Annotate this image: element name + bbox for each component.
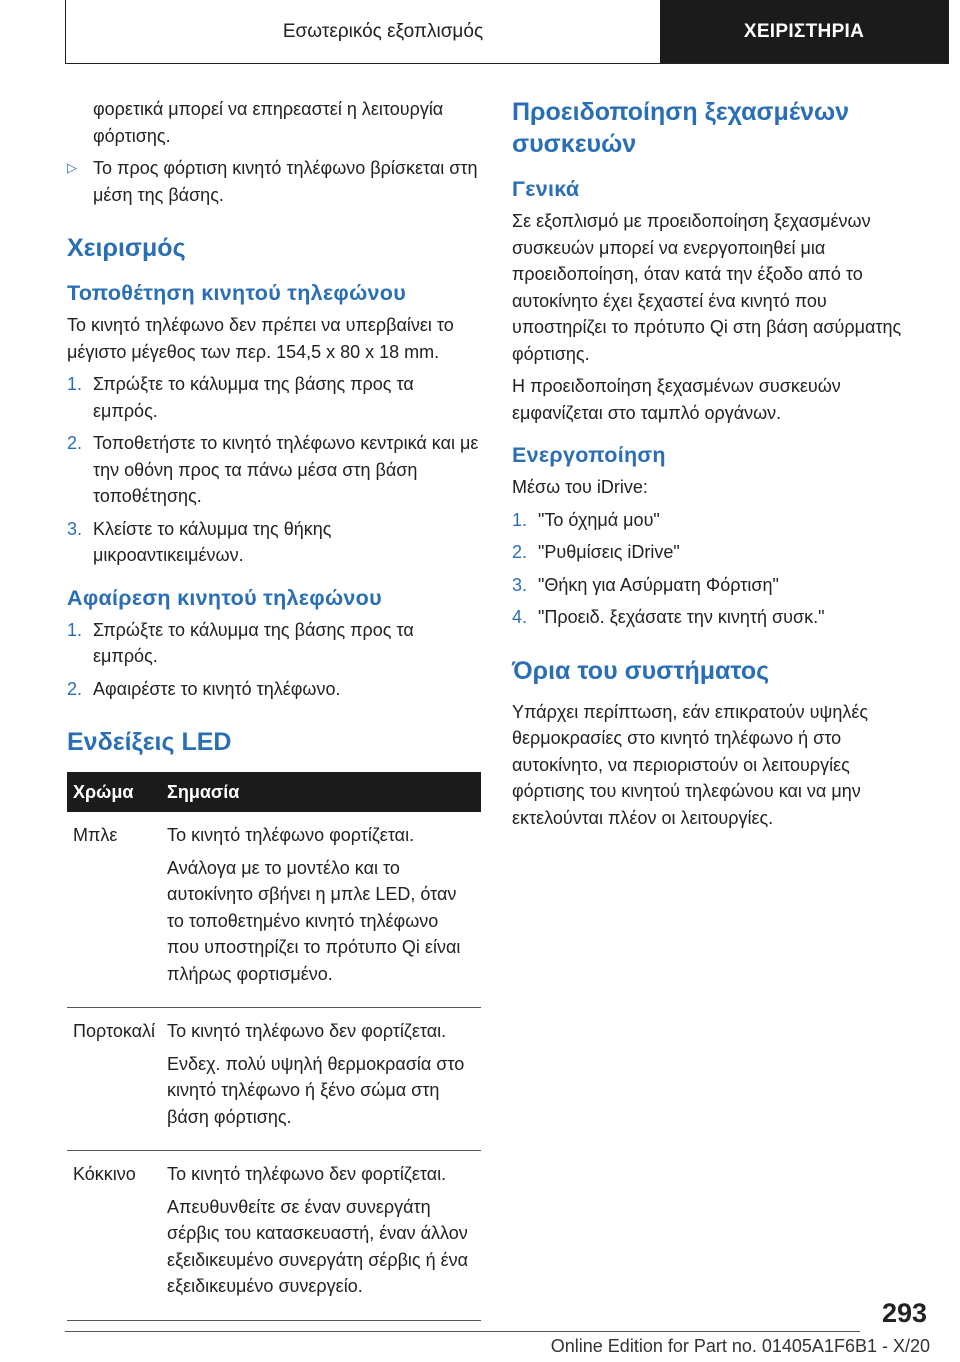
meaning-detail: Απευθυνθείτε σε έναν συνεργάτη σέρβις του κατασκευαστή, έναν άλλον εξειδικευμένο συνεργάτη σέρβις ή ένα εξειδικευμένο συνεργείο. bbox=[167, 1196, 469, 1296]
step-text: "Το όχημά μου" bbox=[538, 509, 660, 530]
meaning-line: Το κινητό τηλέφωνο δεν φορτίζεται. bbox=[167, 1164, 447, 1184]
footer-divider bbox=[65, 1331, 860, 1332]
step-number: 3. bbox=[67, 518, 83, 539]
table-header-meaning: Σημασία bbox=[161, 772, 481, 812]
table-row bbox=[67, 812, 481, 1008]
chapter-tab: ΧΕΙΡΙΣΤΗΡΙΑ bbox=[660, 0, 948, 63]
list-item bbox=[67, 676, 481, 703]
removing-heading: Αφαίρεση κινητού τηλεφώνου bbox=[67, 585, 382, 610]
placing-heading: Τοποθέτηση κινητού τηλεφώνου bbox=[67, 281, 407, 305]
step-number: 2. bbox=[67, 433, 83, 453]
activation-heading: Ενεργοποίηση bbox=[512, 443, 666, 467]
led-color-cell: Μπλε bbox=[67, 812, 161, 1008]
step-number: 2. bbox=[512, 542, 528, 562]
meaning-detail: Ενδεχ. πολύ υψηλή θερμοκρασία στο κινητό τηλέφωνο ή ξένο σώμα στη βάση φόρτισης. bbox=[167, 1053, 465, 1127]
list-item bbox=[67, 430, 481, 510]
step-text: Αφαιρέστε το κινητό τηλέφωνο. bbox=[93, 678, 341, 699]
activation-steps bbox=[512, 507, 926, 631]
step-text: "Προειδ. ξεχάσατε την κινητή συσκ." bbox=[538, 607, 825, 627]
step-number: 1. bbox=[67, 374, 83, 394]
left-column bbox=[67, 96, 481, 1321]
meaning-line: Το κινητό τηλέφωνο δεν φορτίζεται. bbox=[167, 1021, 447, 1041]
led-table bbox=[67, 772, 481, 1321]
continued-text: φορετικά μπορεί να επηρεαστεί η λειτουργία φόρτισης. bbox=[93, 99, 444, 146]
limits-heading: Όρια του συστήματος bbox=[512, 656, 770, 685]
placing-steps bbox=[67, 371, 481, 569]
removing-steps bbox=[67, 617, 481, 703]
meaning-line: Το κινητό τηλέφωνο φορτίζεται. bbox=[167, 825, 415, 845]
step-text: Κλείστε το κάλυμμα της θήκης μικροαντικειμένων. bbox=[93, 518, 332, 565]
led-meaning-cell bbox=[161, 812, 481, 1008]
activation-intro: Μέσω του iDrive: bbox=[512, 477, 648, 497]
placing-text: Το κινητό τηλέφωνο δεν πρέπει να υπερβαίνει το μέγιστο μέγεθος των περ. 154,5 x 80 x 18 mm. bbox=[67, 315, 454, 362]
meaning-detail: Ανάλογα με το μοντέλο και το αυτοκίνητο σβήνει η μπλε LED, όταν το τοποθετημένο κινητό τηλέφωνο που υποστηρίζει το πρότυπο Qi είναι πλήρως φορτισμένο. bbox=[167, 857, 461, 984]
section-title: Εσωτερικός εξοπλισμός bbox=[282, 20, 484, 42]
led-color-cell: Πορτοκαλί bbox=[67, 1008, 161, 1151]
step-text: Σπρώξτε το κάλυμμα της βάσης προς τα εμπρός. bbox=[93, 374, 414, 421]
warning-heading: Προειδοποίηση ξεχασμένων συσκευών bbox=[512, 98, 850, 158]
bullet-item bbox=[67, 155, 481, 208]
led-meaning-cell bbox=[161, 1151, 481, 1321]
list-item bbox=[512, 507, 926, 534]
step-number: 3. bbox=[512, 574, 528, 595]
step-number: 4. bbox=[512, 607, 528, 627]
list-item bbox=[512, 539, 926, 566]
list-item bbox=[67, 371, 481, 424]
step-text: Τοποθετήστε το κινητό τηλέφωνο κεντρικά και με την οθόνη προς τα πάνω μέσα στη βάση τοποθέτησης. bbox=[93, 433, 479, 506]
step-text: "Θήκη για Ασύρματη Φόρτιση" bbox=[538, 574, 779, 595]
list-item bbox=[512, 572, 926, 599]
page-header bbox=[65, 0, 949, 64]
general-paragraph-2: Η προειδοποίηση ξεχασμένων συσκευών εμφανίζεται στο ταμπλό οργάνων. bbox=[512, 376, 841, 423]
edition-text: Online Edition for Part no. 01405A1F6B1 - X/20 bbox=[550, 1336, 930, 1356]
step-number: 1. bbox=[512, 509, 528, 530]
table-row bbox=[67, 1151, 481, 1321]
general-paragraph: Σε εξοπλισμό με προειδοποίηση ξεχασμένων συσκευών μπορεί να ενεργοποιηθεί μια προειδοποίηση, όταν κατά την έξοδο από το αυτοκίνητο έχει ξεχαστεί ένα κινητό που υποστηρίζει το πρότυπο Qi στη βάση ασύρματης φόρτισης. bbox=[512, 211, 902, 364]
step-text: "Ρυθμίσεις iDrive" bbox=[538, 542, 680, 562]
led-meaning-cell bbox=[161, 1008, 481, 1151]
page-number: 293 bbox=[881, 1298, 927, 1328]
bullet-text: Το προς φόρτιση κινητό τηλέφωνο βρίσκεται στη μέση της βάσης. bbox=[93, 158, 478, 205]
step-number: 2. bbox=[67, 678, 83, 699]
led-heading: Ενδείξεις LED bbox=[67, 728, 232, 756]
triangle-bullet-icon: ▷ bbox=[67, 160, 77, 175]
general-heading: Γενικά bbox=[512, 177, 580, 201]
table-header-color: Χρώμα bbox=[67, 772, 161, 812]
list-item bbox=[67, 516, 481, 569]
list-item bbox=[67, 617, 481, 670]
limits-text: Υπάρχει περίπτωση, εάν επικρατούν υψηλές θερμοκρασίες στο κινητό τηλέφωνο ή στο αυτοκίνητο, να περιοριστούν οι λειτουργίες φόρτισης του κινητού τηλεφώνου και να μην εκτελούνται πλέον οι λειτουργίες. bbox=[512, 701, 869, 828]
led-color-cell: Κόκκινο bbox=[67, 1151, 161, 1321]
table-row bbox=[67, 1008, 481, 1151]
right-column bbox=[512, 96, 926, 837]
handling-heading: Χειρισμός bbox=[67, 234, 186, 262]
list-item bbox=[512, 604, 926, 631]
step-text: Σπρώξτε το κάλυμμα της βάσης προς τα εμπρός. bbox=[93, 619, 414, 666]
step-number: 1. bbox=[67, 619, 83, 640]
